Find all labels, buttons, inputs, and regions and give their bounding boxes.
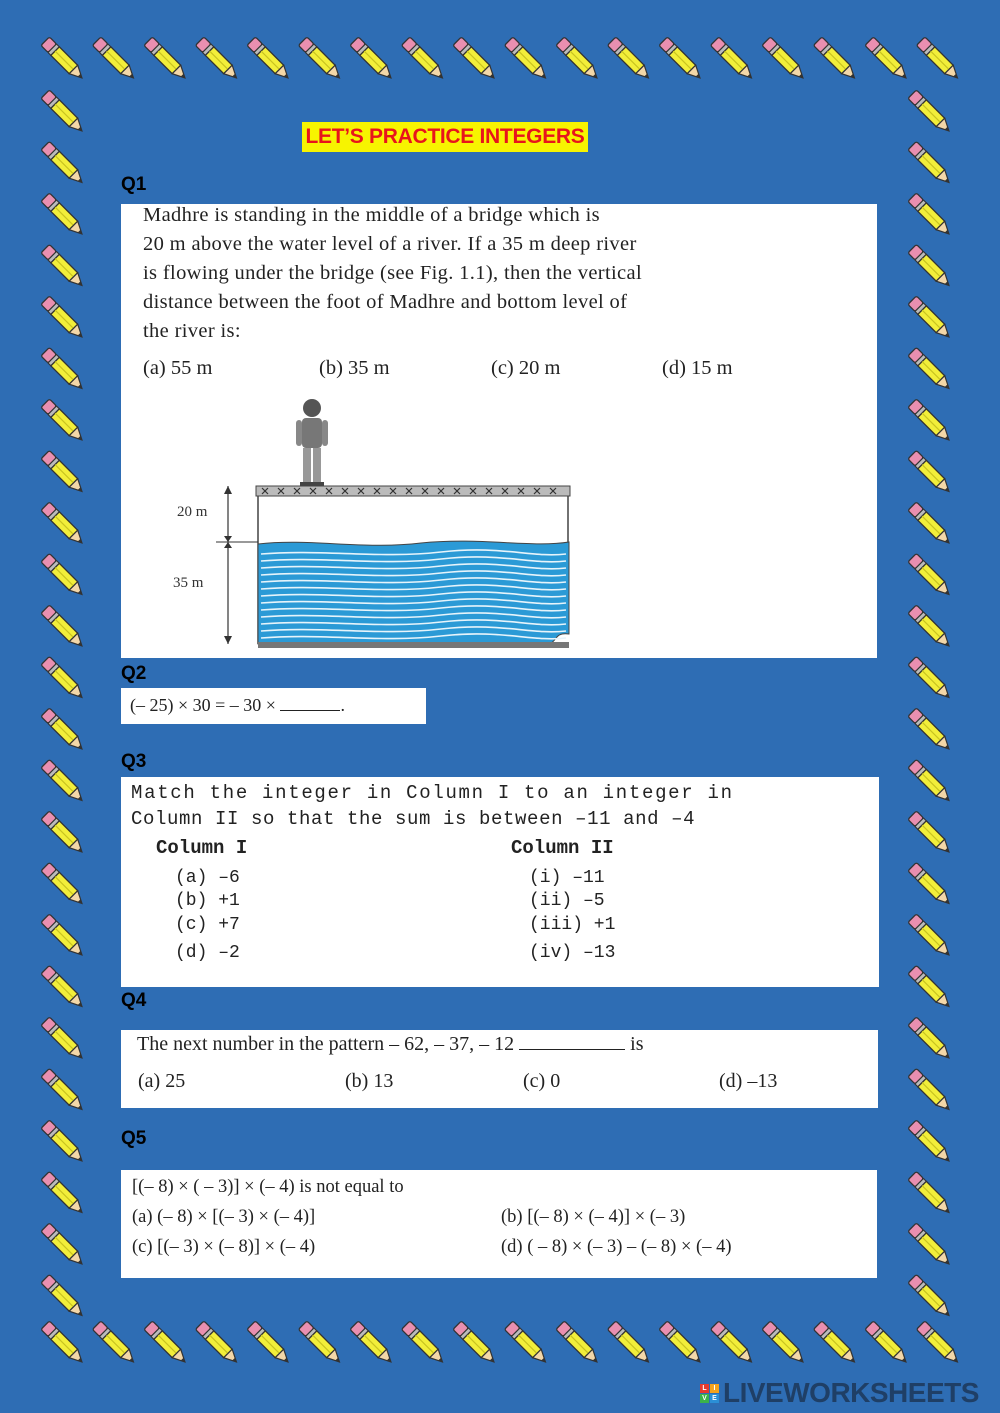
pencil-icon — [144, 37, 189, 82]
q3-column-1-header: Column I — [156, 837, 248, 859]
pencil-icon — [908, 708, 953, 753]
q3-line-1: Match the integer in Column I to an integer in — [131, 782, 734, 804]
bridge-river-figure — [161, 394, 581, 654]
pencil-icon — [41, 1274, 86, 1319]
pencil-icon — [41, 1068, 86, 1113]
pencil-icon — [41, 914, 86, 959]
pencil-icon — [92, 37, 137, 82]
pencil-icon — [41, 296, 86, 341]
q4-option-d[interactable]: (d) –13 — [719, 1070, 778, 1092]
pencil-icon — [41, 399, 86, 444]
pencil-icon — [247, 37, 292, 82]
pencil-icon — [453, 1321, 498, 1366]
pencil-icon — [41, 605, 86, 650]
pencil-icon — [908, 1120, 953, 1165]
q2-end: . — [340, 695, 345, 715]
pencil-icon — [41, 1120, 86, 1165]
q2-card — [121, 688, 426, 724]
q4-card — [121, 1030, 878, 1108]
pencil-icon — [908, 605, 953, 650]
q4-option-b[interactable]: (b) 13 — [345, 1070, 394, 1092]
liveworksheets-logo-text: LIVEWORKSHEETS — [723, 1377, 979, 1408]
pencil-icon — [401, 37, 446, 82]
pencil-icon — [41, 450, 86, 495]
q1-line-2: 20 m above the water level of a river. If a 35 m deep river — [143, 233, 637, 255]
pencil-icon — [908, 1223, 953, 1268]
q5-option-d[interactable]: (d) ( – 8) × (– 3) – (– 8) × (– 4) — [501, 1237, 732, 1257]
q5-option-b[interactable]: (b) [(– 8) × (– 4)] × (– 3) — [501, 1207, 686, 1227]
worksheet-title: LET’S PRACTICE INTEGERS — [302, 122, 588, 152]
pencil-icon — [908, 862, 953, 907]
pencil-icon — [41, 193, 86, 238]
q4-option-a[interactable]: (a) 25 — [138, 1070, 186, 1092]
pencil-icon — [908, 193, 953, 238]
pencil-icon — [813, 37, 858, 82]
q4-option-c[interactable]: (c) 0 — [523, 1070, 561, 1092]
q1-label: Q1 — [121, 174, 147, 195]
q4-answer-blank[interactable] — [519, 1049, 625, 1050]
pencil-icon — [144, 1321, 189, 1366]
pencil-icon — [908, 141, 953, 186]
q4-label: Q4 — [121, 990, 147, 1011]
q3-label: Q3 — [121, 751, 147, 772]
pencil-icon — [41, 37, 86, 82]
q3-col1-b: (b) +1 — [175, 891, 240, 911]
pencil-icon — [350, 37, 395, 82]
pencil-icon — [865, 37, 910, 82]
pencil-icon — [504, 37, 549, 82]
pencil-icon — [908, 553, 953, 598]
pencil-icon — [41, 553, 86, 598]
q1-option-d[interactable]: (d) 15 m — [662, 357, 733, 379]
pencil-icon — [908, 914, 953, 959]
pencil-icon — [41, 862, 86, 907]
pencil-icon — [710, 1321, 755, 1366]
pencil-icon — [41, 502, 86, 547]
person-figure — [296, 399, 328, 486]
pencil-icon — [41, 347, 86, 392]
q5-option-a[interactable]: (a) (– 8) × [(– 3) × (– 4)] — [132, 1207, 316, 1227]
pencil-icon — [504, 1321, 549, 1366]
q3-col2-iii: (iii) +1 — [529, 915, 616, 935]
q5-option-c[interactable]: (c) [(– 3) × (– 8)] × (– 4) — [132, 1237, 316, 1257]
figure-label-35m: 35 m — [173, 575, 204, 591]
q2-equation — [130, 695, 345, 716]
pencil-icon — [908, 1017, 953, 1062]
pencil-icon — [762, 1321, 807, 1366]
pencil-icon — [659, 1321, 704, 1366]
pencil-icon — [247, 1321, 292, 1366]
q2-answer-blank[interactable] — [280, 710, 340, 711]
pencil-icon — [908, 1171, 953, 1216]
q3-col1-c: (c) +7 — [175, 915, 240, 935]
pencil-icon — [813, 1321, 858, 1366]
pencil-icon — [453, 37, 498, 82]
q4-question — [137, 1033, 643, 1056]
q2-text: (– 25) × 30 = – 30 × — [130, 695, 281, 715]
q1-line-3: is flowing under the bridge (see Fig. 1.1), then the vertical — [143, 262, 642, 284]
q1-line-4: distance between the foot of Madhre and bottom level of — [143, 291, 628, 313]
pencil-icon — [908, 1274, 953, 1319]
pencil-icon — [908, 759, 953, 804]
pencil-icon — [298, 37, 343, 82]
pencil-icon — [298, 1321, 343, 1366]
q1-option-a[interactable]: (a) 55 m — [143, 357, 213, 379]
pencil-icon — [908, 1068, 953, 1113]
pencil-icon — [607, 37, 652, 82]
pencil-icon — [908, 244, 953, 289]
q3-col1-d: (d) –2 — [175, 943, 240, 963]
q2-label: Q2 — [121, 663, 147, 684]
pencil-icon — [41, 656, 86, 701]
pencil-icon — [41, 244, 86, 289]
pencil-icon — [762, 37, 807, 82]
pencil-icon — [908, 811, 953, 856]
pencil-icon — [41, 708, 86, 753]
q3-col2-iv: (iv) –13 — [529, 943, 616, 963]
liveworksheets-logo-icon: L I V E — [700, 1384, 719, 1403]
q3-col2-i: (i) –11 — [529, 868, 605, 888]
pencil-icon — [908, 450, 953, 495]
q1-option-b[interactable]: (b) 35 m — [319, 357, 390, 379]
q3-line-2: Column II so that the sum is between –11 and –4 — [131, 808, 696, 830]
q3-card — [121, 777, 879, 987]
pencil-icon — [908, 347, 953, 392]
pencil-icon — [195, 1321, 240, 1366]
q1-line-1: Madhre is standing in the middle of a bridge which is — [143, 204, 600, 226]
liveworksheets-logo[interactable] — [700, 1377, 979, 1409]
q4-end: is — [625, 1033, 644, 1055]
q4-text: The next number in the pattern – 62, – 37, – 12 — [137, 1033, 520, 1055]
pencil-icon — [41, 1017, 86, 1062]
q3-col2-ii: (ii) –5 — [529, 891, 605, 911]
q3-col1-a: (a) –6 — [175, 868, 240, 888]
q1-card — [121, 204, 877, 658]
pencil-icon — [41, 90, 86, 135]
pencil-icon — [350, 1321, 395, 1366]
q3-column-2-header: Column II — [511, 837, 614, 859]
pencil-icon — [41, 1171, 86, 1216]
pencil-icon — [92, 1321, 137, 1366]
pencil-icon — [908, 90, 953, 135]
q1-line-5: the river is: — [143, 320, 241, 342]
pencil-icon — [41, 811, 86, 856]
pencil-icon — [916, 37, 961, 82]
pencil-icon — [41, 759, 86, 804]
q5-label: Q5 — [121, 1128, 147, 1149]
pencil-icon — [607, 1321, 652, 1366]
q5-card — [121, 1170, 877, 1278]
pencil-icon — [908, 502, 953, 547]
pencil-icon — [908, 965, 953, 1010]
pencil-icon — [908, 656, 953, 701]
pencil-icon — [41, 1321, 86, 1366]
pencil-icon — [401, 1321, 446, 1366]
pencil-icon — [710, 37, 755, 82]
pencil-icon — [916, 1321, 961, 1366]
pencil-icon — [556, 1321, 601, 1366]
pencil-icon — [556, 37, 601, 82]
pencil-icon — [41, 1223, 86, 1268]
figure-label-20m: 20 m — [177, 504, 208, 520]
pencil-icon — [41, 965, 86, 1010]
pencil-icon — [908, 399, 953, 444]
pencil-icon — [659, 37, 704, 82]
pencil-icon — [865, 1321, 910, 1366]
q5-question: [(– 8) × ( – 3)] × (– 4) is not equal to — [132, 1177, 404, 1197]
pencil-icon — [908, 296, 953, 341]
pencil-icon — [195, 37, 240, 82]
q1-option-c[interactable]: (c) 20 m — [491, 357, 561, 379]
pencil-icon — [41, 141, 86, 186]
